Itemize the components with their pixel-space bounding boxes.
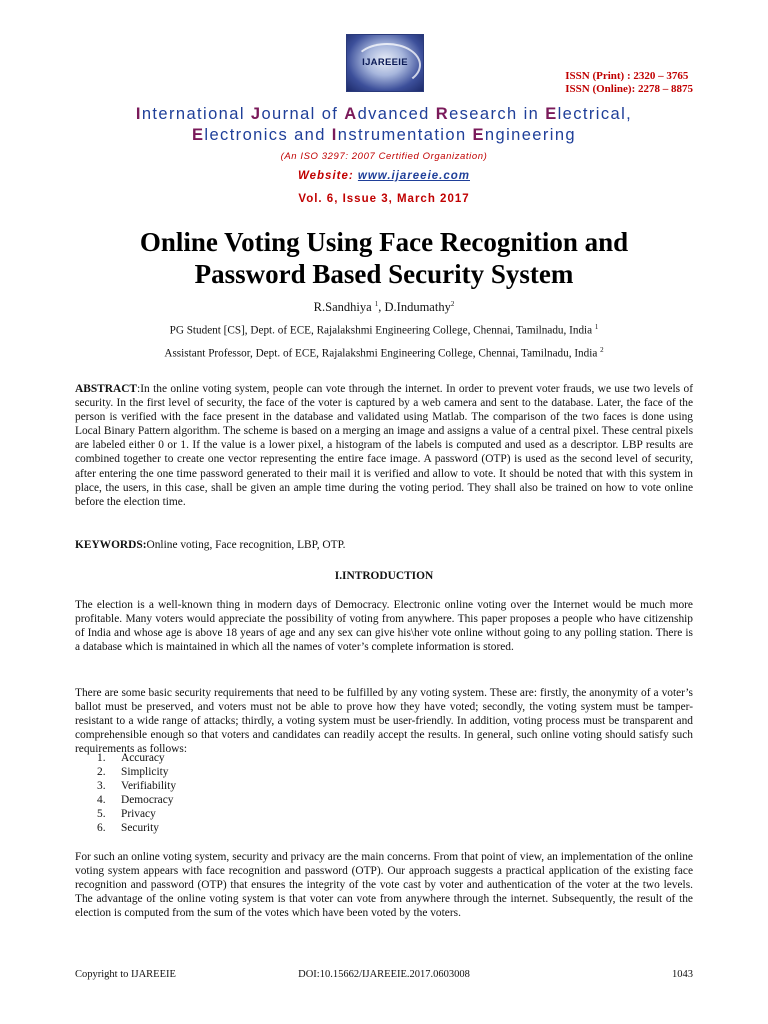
paper-title-line1: Online Voting Using Face Recognition and: [139, 227, 629, 257]
paper-title-line2: Password Based Security System: [194, 259, 574, 289]
list-item: [97, 751, 176, 765]
paper-title: [40, 226, 728, 290]
footer-copyright: Copyright to IJAREEIE: [75, 969, 176, 980]
journal-name-line1: [0, 104, 768, 125]
issn-online: ISSN (Online): 2278 – 8875: [565, 83, 693, 95]
journal-name-capital: I: [135, 105, 142, 123]
abstract-text: :In the online voting system, people can vote through the internet. In order to prevent voter frauds, we use two levels of security. In the first level of security, the face of the voter is captured by a web camera and sent to the database. Later, the face of the person is verified with the face present in the database and validated using Matlab. The comparison of the two faces is done using Local Binary Pattern algorithm. The scheme is based on a merging an image and assigns a value of a central pixel. These central pixels are labeled either 0 or 1. If the value is a lower pixel, a histogram of the labels is computed and used as a descriptor. LBP results are combined together to create one vector representing the entire face image. A password (OTP) is used as the second level of security, after entering the one time password generated to their mail it is verified and allow to vote. It should be noted that with this system in place, the users, in this case, shall be given an ample time during the voting period. They shall also be trained on how to vote online before the election time.: [75, 383, 693, 508]
volume-issue: Vol. 6, Issue 3, March 2017: [298, 193, 470, 205]
author-1-sup: 1: [374, 300, 379, 308]
list-item-number: 3.: [97, 780, 106, 793]
list-item-number: 4.: [97, 794, 106, 807]
author-1: R.Sandhiya: [313, 300, 375, 315]
footer-doi: DOI:10.15662/IJAREEIE.2017.0603008: [298, 969, 470, 980]
issn-print: ISSN (Print) : 2320 – 3765: [565, 70, 689, 82]
journal-name-word: esearch in: [449, 105, 546, 123]
keywords-text: Online voting, Face recognition, LBP, OTP.: [146, 539, 346, 551]
intro-paragraph-3: For such an online voting system, security and privacy are the main concerns. From that point of view, an implementation of the online voting system appears with face recognition and password (OTP). Our approach suggests a practical application of the existing face recognition and password (OTP) that ensures the integrity of the vote cast by voter and authentication of the voter at the two levels. The advantage of the online voting system is that voter can vote from anywhere through the internet. Subsequently, the result of the election is computed from the sum of the votes which have been voted by the voters.: [75, 851, 693, 920]
requirements-list: [97, 751, 176, 836]
keywords-label: KEYWORDS:: [75, 539, 147, 551]
list-item-text: Verifiability: [121, 780, 177, 793]
journal-name-word: nternational: [141, 105, 251, 123]
author-2: , D.Indumathy: [378, 300, 451, 315]
intro-paragraph-1: The election is a well-known thing in modern days of Democracy. Electronic online voting over the Internet would be much more profitable. Many voters would appreciate the possibility of voting from anywhere. This paper proposes a people who have citizenship of India and whose age is above 18 years of age and any sex can give his\her vote online without going to any polling station. There is a database which is maintained in which all the names of voter’s complete information is stored.: [75, 599, 693, 654]
journal-name-capital: E: [472, 126, 485, 144]
list-item-text: Simplicity: [121, 766, 169, 779]
journal-name-line2: [0, 125, 768, 146]
authors: [0, 300, 768, 315]
section-heading-introduction: I.INTRODUCTION: [334, 570, 434, 582]
journal-name-word: lectrical,: [557, 105, 633, 123]
list-item-number: 5.: [97, 808, 106, 821]
list-item-number: 6.: [97, 822, 106, 835]
list-item-text: Privacy: [121, 808, 156, 821]
author-2-sup: 2: [450, 300, 455, 308]
journal-name-word: lectronics and: [204, 126, 332, 144]
journal-name-word: dvanced: [357, 105, 436, 123]
affiliation-2: [0, 346, 768, 360]
journal-name-capital: I: [331, 126, 338, 144]
list-item-text: Democracy: [121, 794, 174, 807]
list-item-number: 1.: [97, 752, 106, 764]
abstract-label: ABSTRACT: [75, 383, 138, 395]
affiliation-1-sup: 1: [594, 323, 599, 331]
journal-name-capital: A: [344, 105, 358, 123]
issn-block: [565, 70, 693, 96]
journal-name-capital: J: [250, 105, 262, 123]
affiliation-1-text: PG Student [CS], Dept. of ECE, Rajalakshmi Engineering College, Chennai, Tamilnadu, India: [169, 324, 595, 337]
list-item: [97, 793, 176, 807]
affiliation-2-text: Assistant Professor, Dept. of ECE, Rajalakshmi Engineering College, Chennai, Tamilnadu, India: [164, 347, 601, 360]
intro-paragraph-2: There are some basic security requirements that need to be fulfilled by any voting system. These are: firstly, the anonymity of a voter’s ballot must be preserved, and voters must not be able to prove how they have voted; secondly, the voting system must be tamper-resistant to a wide range of attacks; thirdly, a voting system must be user-friendly. In addition, voting process must be transparent and comprehensible enough so that voters and candidates can readily accept the results. In general, such online voting should satisfy such requirements as follows:: [75, 687, 693, 756]
list-item: [97, 765, 176, 779]
journal-name-word: ngineering: [484, 126, 576, 144]
list-item: [97, 821, 176, 835]
website-link[interactable]: www.ijareeie.com: [357, 170, 470, 182]
website-line: [0, 170, 768, 182]
journal-name-word: nstrumentation: [337, 126, 473, 144]
logo-text: IJAREEIE: [362, 57, 408, 68]
affiliation-2-sup: 2: [600, 346, 604, 354]
list-item-text: Accuracy: [121, 752, 165, 764]
list-item: [97, 779, 176, 793]
list-item-text: Security: [121, 822, 159, 835]
keywords: [75, 538, 693, 552]
list-item: [97, 807, 176, 821]
list-item-number: 2.: [97, 766, 106, 779]
journal-name-capital: R: [435, 105, 450, 123]
journal-logo: [346, 34, 424, 92]
journal-name-capital: E: [545, 105, 558, 123]
website-label: Website:: [297, 170, 358, 182]
journal-name-capital: E: [192, 126, 205, 144]
affiliation-1: [0, 323, 768, 337]
abstract: [75, 382, 693, 509]
journal-name-word: ournal of: [261, 105, 345, 123]
certification: (An ISO 3297: 2007 Certified Organization): [280, 151, 488, 162]
journal-name: [0, 104, 768, 146]
footer-page-number: 1043: [672, 969, 693, 980]
